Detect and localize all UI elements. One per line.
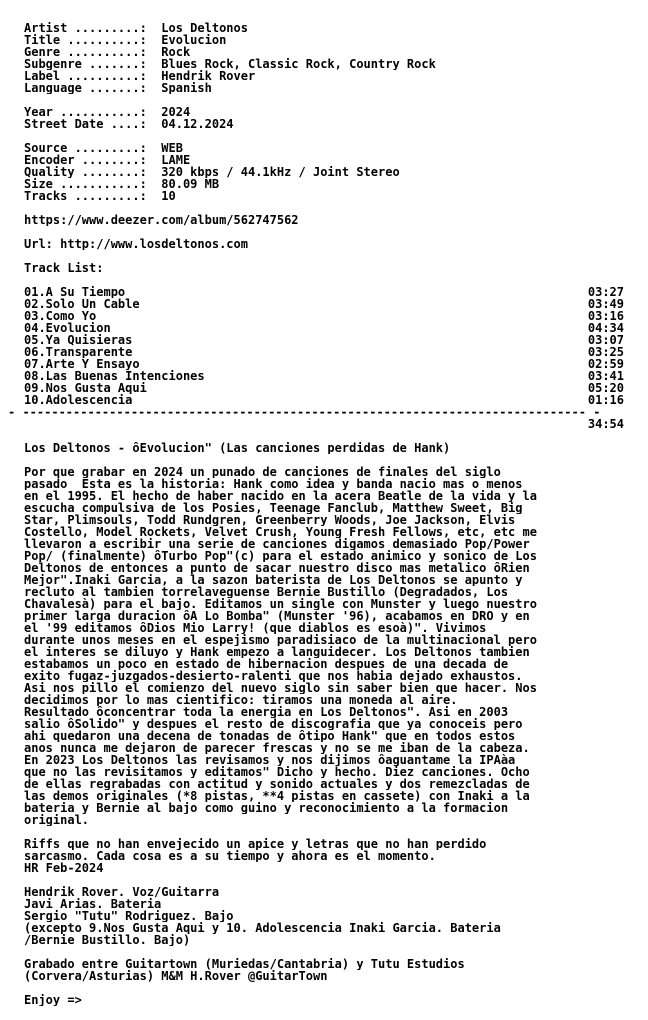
notes-line: Costello, Model Rockets, Velvet Crush, Young Fresh Fellows, etc, etc me bbox=[24, 526, 537, 538]
track-duration: 04:34 bbox=[587, 322, 624, 334]
notes-line: decidimos por lo mas cientifico: tiramos una moneda al aire. bbox=[24, 694, 458, 706]
notes-line: bateria y Bernie al bajo como guino y reconocimiento a la formacion bbox=[24, 802, 509, 814]
notes-line: estabamos un poco en estado de hibernacion despues de una decada de bbox=[24, 658, 509, 670]
notes-line: durante unos meses en el espejismo paradisiaco de la multinacional pero bbox=[24, 634, 537, 646]
notes-line: Chavalesà) para el bajo. Editamos un single con Munster y luego nuestro bbox=[24, 598, 537, 610]
track-list bbox=[24, 286, 634, 406]
info-line: Label ..........: Hendrik Rover bbox=[24, 70, 256, 82]
info-line: Artist .........: Los Deltonos bbox=[24, 22, 248, 34]
info-line: Size ...........: 80.09 MB bbox=[24, 178, 220, 190]
track-title: 06.Transparente bbox=[24, 346, 133, 358]
notes-line: pasado Esta es la historia: Hank como idea y banda nacio mas o menos bbox=[24, 478, 523, 490]
blank-line bbox=[24, 982, 634, 994]
track-title: 03.Como Yo bbox=[24, 310, 97, 322]
track-row bbox=[24, 358, 624, 370]
info-line: Street Date ....: 04.12.2024 bbox=[24, 118, 234, 130]
notes-line: Javi Arias. Bateria bbox=[24, 898, 162, 910]
notes-line: Star, Plimsouls, Todd Rundgren, Greenberry Woods, Joe Jackson, Elvis bbox=[24, 514, 516, 526]
notes-line: llevaron a escribir una serie de canciones digamos demasiado Pop/Power bbox=[24, 538, 530, 550]
notes-line: /Bernie Bustillo. Bajo) bbox=[24, 934, 191, 946]
blank-line bbox=[24, 226, 634, 238]
notes-line: Riffs que no han envejecido un apice y letras que no han perdido bbox=[24, 838, 487, 850]
notes-line: Enjoy => bbox=[24, 994, 82, 1006]
notes-line: el interes se diluyo y Hank empezo a languidecer. Los Deltonos tambien bbox=[24, 646, 530, 658]
track-title: 10.Adolescencia bbox=[24, 394, 133, 406]
notes-line: Los Deltonos - ôEvolucion" (Las canciones perdidas de Hank) bbox=[24, 442, 451, 454]
info-line: Track List: bbox=[24, 262, 104, 274]
track-title: 04.Evolucion bbox=[24, 322, 111, 334]
track-row bbox=[24, 370, 624, 382]
blank-line bbox=[24, 946, 634, 958]
release-notes bbox=[24, 430, 634, 1006]
track-duration: 03:41 bbox=[587, 370, 624, 382]
track-title: 01.A Su Tiempo bbox=[24, 286, 126, 298]
track-title: 08.Las Buenas Intenciones bbox=[24, 370, 205, 382]
notes-line: el '99 editamos ôDios Mio Larry! (que diablos es esoà)". Vivimos bbox=[24, 622, 487, 634]
blank-line bbox=[24, 874, 634, 886]
track-row bbox=[24, 346, 624, 358]
notes-line: Mejor".Inaki Garcia, a la sazon baterista de Los Deltonos se apunto y bbox=[24, 574, 523, 586]
info-line: https://www.deezer.com/album/562747562 bbox=[24, 214, 299, 226]
track-duration: 03:27 bbox=[587, 286, 624, 298]
track-duration: 03:49 bbox=[587, 298, 624, 310]
info-line: Encoder ........: LAME bbox=[24, 154, 191, 166]
notes-line: Resultado ôconcentrar toda la energia en Los Deltonos". Asi en 2003 bbox=[24, 706, 509, 718]
notes-line: HR Feb-2024 bbox=[24, 862, 104, 874]
blank-line bbox=[24, 202, 634, 214]
blank-line bbox=[24, 826, 634, 838]
track-row bbox=[24, 310, 624, 322]
info-line: Url: http://www.losdeltonos.com bbox=[24, 238, 248, 250]
track-duration: 05:20 bbox=[587, 382, 624, 394]
info-line: Language .......: Spanish bbox=[24, 82, 212, 94]
track-duration: 03:07 bbox=[587, 334, 624, 346]
blank-line bbox=[24, 94, 634, 106]
notes-line: (excepto 9.Nos Gusta Aqui y 10. Adolescencia Inaki Garcia. Bateria bbox=[24, 922, 501, 934]
track-separator: - ------------------------------------------------------------------------------ - bbox=[8, 406, 601, 418]
notes-line: anos nunca me dejaron de parecer frescas y no se me iban de la cabeza. bbox=[24, 742, 530, 754]
notes-line: Deltonos de entonces a punto de sacar nuestro disco mas metalico ôRien bbox=[24, 562, 530, 574]
track-duration: 01:16 bbox=[587, 394, 624, 406]
info-line: Quality ........: 320 kbps / 44.1kHz / Joint Stereo bbox=[24, 166, 400, 178]
blank-line bbox=[24, 130, 634, 142]
notes-line: que no las revisitamos y editamos" Dicho y hecho. Diez canciones. Ocho bbox=[24, 766, 530, 778]
notes-line: Por que grabar en 2024 un punado de canciones de finales del siglo bbox=[24, 466, 501, 478]
track-row bbox=[24, 334, 624, 346]
notes-line: Grabado entre Guitartown (Muriedas/Cantabria) y Tutu Estudios bbox=[24, 958, 465, 970]
total-time: 34:54 bbox=[587, 417, 624, 431]
notes-line: recluto al tambien torrelaveguense Bernie Bustillo (Degradados, Los bbox=[24, 586, 509, 598]
info-line: Subgenre .......: Blues Rock, Classic Rock, Country Rock bbox=[24, 58, 436, 70]
info-line: Tracks .........: 10 bbox=[24, 190, 176, 202]
track-row bbox=[24, 286, 624, 298]
track-title: 09.Nos Gusta Aqui bbox=[24, 382, 147, 394]
notes-line: en el 1995. El hecho de haber nacido en la acera Beatle de la vida y la bbox=[24, 490, 537, 502]
release-info bbox=[24, 22, 634, 286]
notes-line: sarcasmo. Cada cosa es a su tiempo y ahora es el momento. bbox=[24, 850, 436, 862]
track-title: 05.Ya Quisieras bbox=[24, 334, 133, 346]
track-row bbox=[24, 382, 624, 394]
notes-line: las demos originales (*8 pistas, **4 pistas en cassete) con Inaki a la bbox=[24, 790, 530, 802]
info-line: Year ...........: 2024 bbox=[24, 106, 191, 118]
track-duration: 02:59 bbox=[587, 358, 624, 370]
notes-line: ahi quedaron una decena de tonadas de ôtipo Hank" que en todos estos bbox=[24, 730, 516, 742]
track-title: 02.Solo Un Cable bbox=[24, 298, 140, 310]
notes-line: Hendrik Rover. Voz/Guitarra bbox=[24, 886, 220, 898]
info-line: Title ..........: Evolucion bbox=[24, 34, 227, 46]
notes-line: exito fugaz-juzgados-desierto-ralenti que nos habia dejado exhaustos. bbox=[24, 670, 523, 682]
track-row bbox=[24, 394, 624, 406]
blank-line bbox=[24, 454, 634, 466]
notes-line: primer larga duracion ôA Lo Bomba" (Munster '96), acabamos en DRO y en bbox=[24, 610, 530, 622]
notes-line: Asi nos pillo el comienzo del nuevo siglo sin saber bien que hacer. Nos bbox=[24, 682, 537, 694]
track-duration: 03:25 bbox=[587, 346, 624, 358]
blank-line bbox=[24, 274, 634, 286]
notes-line: de ellas regrabadas con actitud y sonido actuales y dos remezcladas de bbox=[24, 778, 530, 790]
track-duration: 03:16 bbox=[587, 310, 624, 322]
track-title: 07.Arte Y Ensayo bbox=[24, 358, 140, 370]
notes-line: Pop/ (finalmente) ôTurbo Pop"(c) para el estado animico y sonico de Los bbox=[24, 550, 537, 562]
notes-line: original. bbox=[24, 814, 90, 826]
notes-line: Sergio "Tutu" Rodriguez. Bajo bbox=[24, 910, 234, 922]
blank-line bbox=[24, 250, 634, 262]
notes-line: En 2023 Los Deltonos las revisamos y nos dijimos ôaguantame la IPAàa bbox=[24, 754, 516, 766]
info-line: Genre ..........: Rock bbox=[24, 46, 191, 58]
track-row bbox=[24, 322, 624, 334]
notes-line: (Corvera/Asturias) M&M H.Rover @GuitarTown bbox=[24, 970, 328, 982]
notes-line: salio ôSolido" y despues el resto de discografia que ya conoceis pero bbox=[24, 718, 523, 730]
notes-line: escucha compulsiva de los Posies, Teenage Fanclub, Matthew Sweet, Big bbox=[24, 502, 523, 514]
track-row bbox=[24, 298, 624, 310]
nfo-document bbox=[8, 22, 634, 1006]
blank-line bbox=[24, 430, 634, 442]
info-line: Source .........: WEB bbox=[24, 142, 183, 154]
